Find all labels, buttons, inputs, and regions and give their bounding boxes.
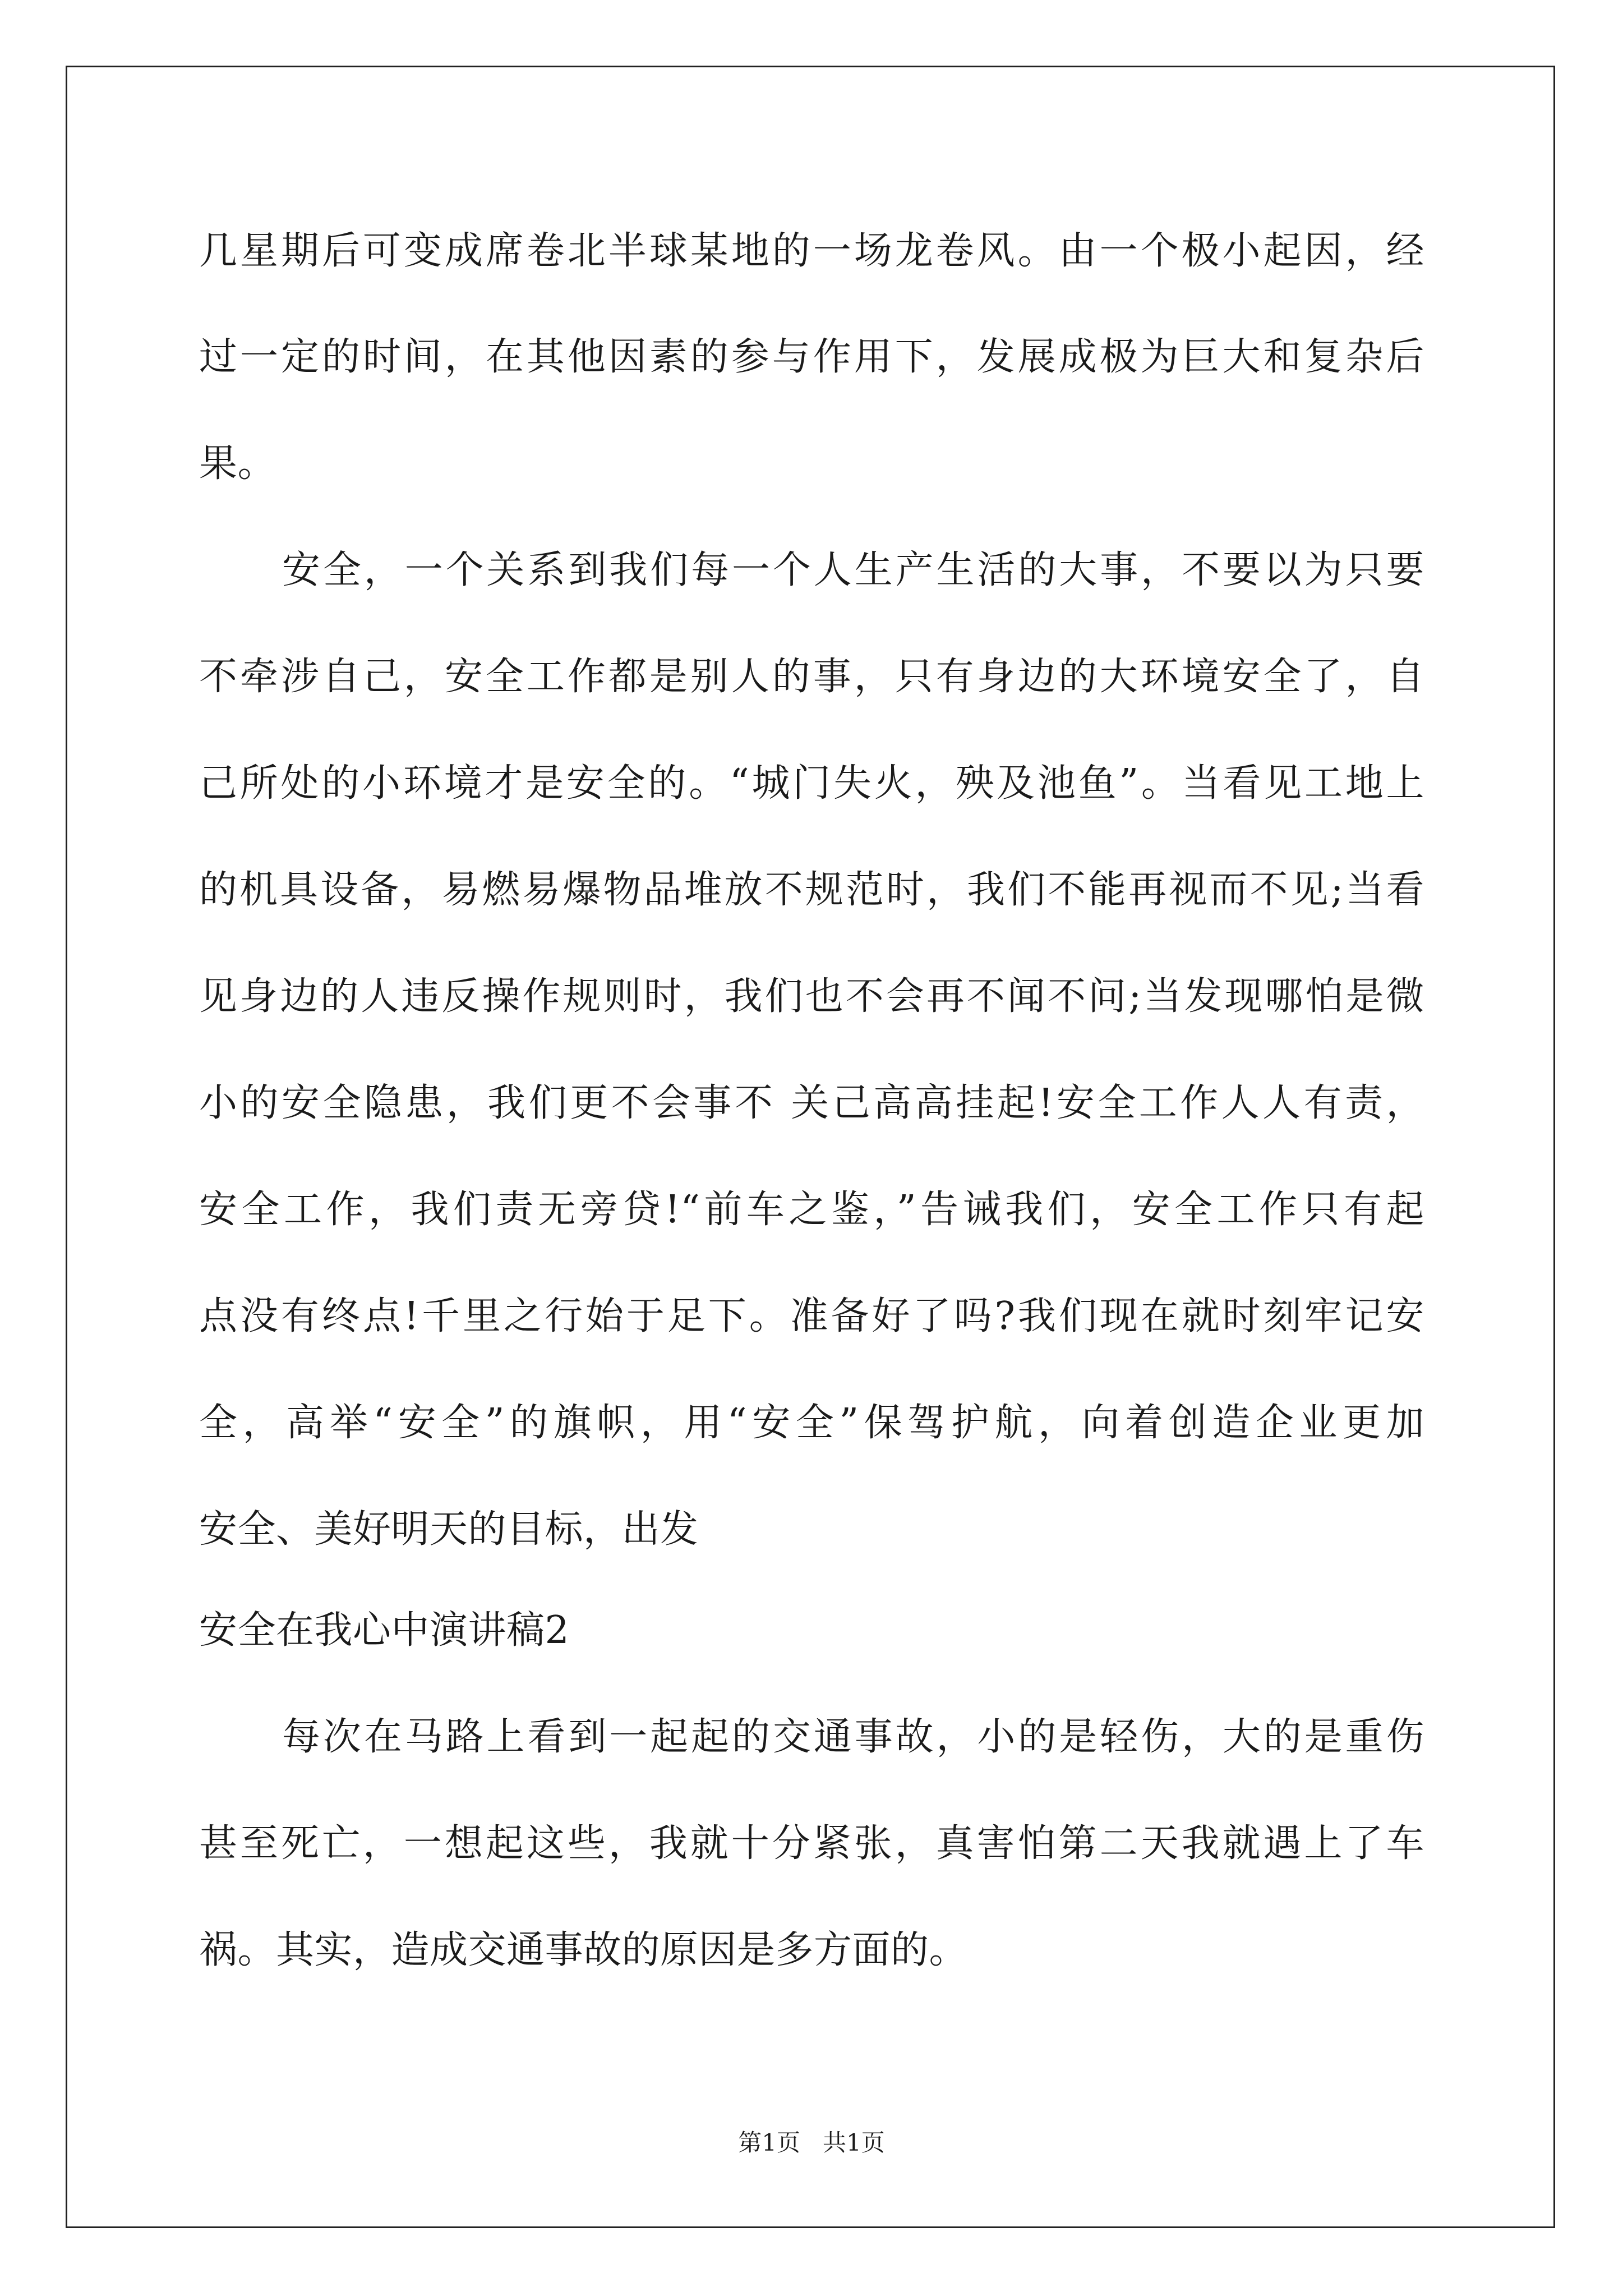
paragraph-line: 己所处的小环境才是安全的。“城门失火，殃及池鱼”。当看见工地上 <box>199 761 1424 806</box>
paragraph-line: 每次在马路上看到一起起的交通事故，小的是轻伤，大的是重伤 <box>282 1715 1424 1759</box>
paragraph-line: 安全，一个关系到我们每一个人生产生活的大事，不要以为只要 <box>282 548 1424 592</box>
paragraph-line: 的机具设备，易燃易爆物品堆放不规范时，我们不能再视而不见;当看 <box>199 868 1424 912</box>
paragraph-line: 全，高举“安全”的旗帜，用“安全”保驾护航，向着创造企业更加 <box>199 1401 1424 1445</box>
paragraph-line: 小的安全隐患，我们更不会事不 关己高高挂起!安全工作人人有责， <box>199 1081 1424 1125</box>
paragraph-line: 点没有终点!千里之行始于足下。准备好了吗?我们现在就时刻牢记安 <box>199 1294 1424 1338</box>
section-heading: 安全在我心中演讲稿2 <box>199 1608 570 1653</box>
paragraph-line: 几星期后可变成席卷北半球某地的一场龙卷风。由一个极小起因，经 <box>199 229 1424 273</box>
page-number: 第1页 共1页 <box>738 2129 885 2156</box>
page-border <box>66 66 1555 2228</box>
paragraph-line: 安全工作，我们责无旁贷!“前车之鉴，”告诫我们，安全工作只有起 <box>199 1188 1424 1232</box>
paragraph-line: 甚至死亡，一想起这些，我就十分紧张，真害怕第二天我就遇上了车 <box>199 1821 1424 1866</box>
paragraph-line: 不牵涉自己，安全工作都是别人的事，只有身边的大环境安全了，自 <box>199 655 1424 699</box>
paragraph-line: 安全、美好明天的目标，出发 <box>199 1507 699 1552</box>
paragraph-line: 祸。其实，造成交通事故的原因是多方面的。 <box>199 1928 968 1972</box>
paragraph-line: 见身边的人违反操作规则时，我们也不会再不闻不问;当发现哪怕是微 <box>199 974 1424 1019</box>
paragraph-line: 过一定的时间，在其他因素的参与作用下，发展成极为巨大和复杂后 <box>199 335 1424 379</box>
paragraph-line: 果。 <box>199 441 276 486</box>
